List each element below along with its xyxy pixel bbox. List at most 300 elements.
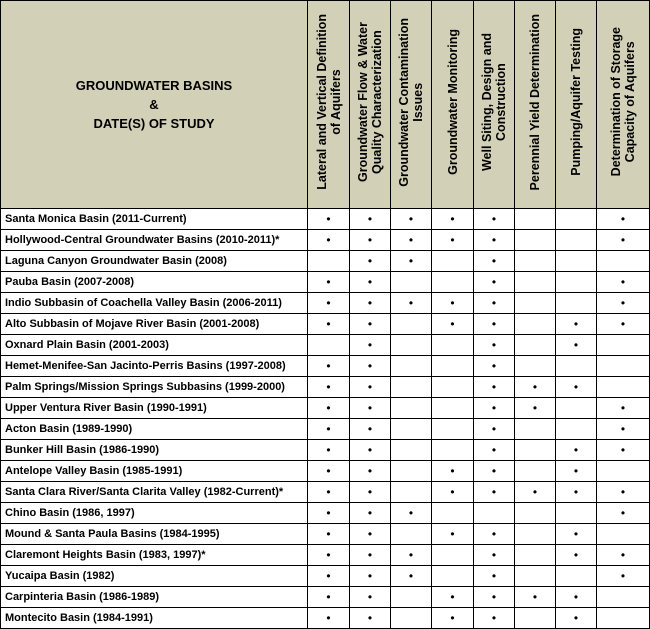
cell-storage xyxy=(597,461,650,482)
bullet-mark: • xyxy=(326,527,331,541)
cell-flow xyxy=(350,461,391,482)
bullet-mark: • xyxy=(326,317,331,331)
cell-flow xyxy=(350,440,391,461)
cell-storage xyxy=(597,377,650,398)
bullet-mark: • xyxy=(620,317,626,331)
column-header-yield xyxy=(515,1,556,209)
bullet-mark: • xyxy=(367,548,373,562)
cell-yield xyxy=(515,398,556,419)
bullet-mark: • xyxy=(532,485,538,499)
bullet-mark: • xyxy=(573,443,579,457)
cell-pumping xyxy=(556,608,597,629)
bullet-mark: • xyxy=(326,443,331,457)
column-header-label: Determination of Storage Capacity of Aquifers xyxy=(609,27,637,177)
bullet-mark: • xyxy=(326,485,331,499)
cell-flow xyxy=(350,566,391,587)
cell-flow xyxy=(350,587,391,608)
cell-flow xyxy=(350,314,391,335)
cell-lateral xyxy=(308,209,350,230)
cell-lateral xyxy=(308,419,350,440)
cell-contamination xyxy=(391,461,432,482)
bullet-mark: • xyxy=(573,338,579,352)
bullet-mark: • xyxy=(620,296,626,310)
bullet-mark: • xyxy=(326,422,331,436)
bullet-mark: • xyxy=(408,212,414,226)
table-row xyxy=(1,335,650,356)
bullet-mark: • xyxy=(620,401,626,415)
cell-yield xyxy=(515,419,556,440)
cell-well xyxy=(474,440,515,461)
bullet-mark: • xyxy=(450,296,455,310)
cell-contamination xyxy=(391,377,432,398)
cell-storage xyxy=(597,398,650,419)
cell-monitoring xyxy=(432,272,474,293)
table-row xyxy=(1,461,650,482)
cell-well xyxy=(474,545,515,566)
bullet-mark: • xyxy=(620,275,626,289)
cell-contamination xyxy=(391,566,432,587)
cell-contamination xyxy=(391,482,432,503)
cell-pumping xyxy=(556,335,597,356)
bullet-mark: • xyxy=(326,464,331,478)
bullet-mark: • xyxy=(367,380,373,394)
cell-storage xyxy=(597,335,650,356)
cell-pumping xyxy=(556,587,597,608)
bullet-mark: • xyxy=(367,338,373,352)
basin-name-cell: Pauba Basin (2007-2008) xyxy=(1,272,308,293)
basin-name-cell: Upper Ventura River Basin (1990-1991) xyxy=(1,398,308,419)
cell-yield xyxy=(515,608,556,629)
cell-flow xyxy=(350,230,391,251)
cell-storage xyxy=(597,587,650,608)
cell-yield xyxy=(515,587,556,608)
basins-header-cell xyxy=(1,1,308,209)
cell-monitoring xyxy=(432,314,474,335)
cell-monitoring xyxy=(432,230,474,251)
bullet-mark: • xyxy=(408,254,414,268)
bullet-mark: • xyxy=(620,443,626,457)
cell-monitoring xyxy=(432,251,474,272)
cell-well xyxy=(474,398,515,419)
cell-lateral xyxy=(308,230,350,251)
cell-well xyxy=(474,272,515,293)
cell-well xyxy=(474,230,515,251)
cell-yield xyxy=(515,314,556,335)
cell-well xyxy=(474,356,515,377)
cell-lateral xyxy=(308,608,350,629)
bullet-mark: • xyxy=(367,296,373,310)
bullet-mark: • xyxy=(491,380,497,394)
column-header-storage xyxy=(597,1,650,209)
cell-contamination xyxy=(391,419,432,440)
cell-yield xyxy=(515,251,556,272)
cell-well xyxy=(474,209,515,230)
bullet-mark: • xyxy=(450,212,455,226)
basin-name-cell: Palm Springs/Mission Springs Subbasins (1999-2000) xyxy=(1,377,308,398)
cell-yield xyxy=(515,293,556,314)
cell-contamination xyxy=(391,524,432,545)
table-body xyxy=(1,209,650,629)
cell-storage xyxy=(597,272,650,293)
cell-pumping xyxy=(556,377,597,398)
cell-well xyxy=(474,524,515,545)
basin-name-cell: Laguna Canyon Groundwater Basin (2008) xyxy=(1,251,308,272)
cell-storage xyxy=(597,209,650,230)
table-row xyxy=(1,314,650,335)
basin-name-cell: Mound & Santa Paula Basins (1984-1995) xyxy=(1,524,308,545)
header-row xyxy=(1,1,650,209)
bullet-mark: • xyxy=(326,380,331,394)
column-header-lateral xyxy=(308,1,350,209)
cell-pumping xyxy=(556,503,597,524)
basin-name-cell: Santa Clara River/Santa Clarita Valley (1982-Current)* xyxy=(1,482,308,503)
bullet-mark: • xyxy=(408,506,414,520)
cell-pumping xyxy=(556,566,597,587)
bullet-mark: • xyxy=(367,464,373,478)
basin-name-cell: Carpinteria Basin (1986-1989) xyxy=(1,587,308,608)
bullet-mark: • xyxy=(367,506,373,520)
cell-lateral xyxy=(308,461,350,482)
bullet-mark: • xyxy=(491,233,497,247)
bullet-mark: • xyxy=(573,380,579,394)
cell-monitoring xyxy=(432,293,474,314)
basin-name-cell: Santa Monica Basin (2011-Current) xyxy=(1,209,308,230)
column-header-contamination xyxy=(391,1,432,209)
column-header-monitoring xyxy=(432,1,474,209)
bullet-mark: • xyxy=(620,569,626,583)
column-header-label: Perennial Yield Determination xyxy=(528,13,542,191)
cell-contamination xyxy=(391,503,432,524)
cell-flow xyxy=(350,377,391,398)
bullet-mark: • xyxy=(620,212,626,226)
cell-contamination xyxy=(391,587,432,608)
basin-name-cell: Chino Basin (1986, 1997) xyxy=(1,503,308,524)
table-row xyxy=(1,398,650,419)
cell-pumping xyxy=(556,356,597,377)
cell-flow xyxy=(350,209,391,230)
bullet-mark: • xyxy=(491,359,497,373)
bullet-mark: • xyxy=(326,212,331,226)
cell-monitoring xyxy=(432,377,474,398)
cell-pumping xyxy=(556,419,597,440)
column-header-label: Groundwater Monitoring xyxy=(445,29,460,175)
cell-contamination xyxy=(391,545,432,566)
cell-well xyxy=(474,293,515,314)
cell-storage xyxy=(597,503,650,524)
cell-contamination xyxy=(391,398,432,419)
cell-contamination xyxy=(391,440,432,461)
bullet-mark: • xyxy=(367,212,373,226)
cell-monitoring xyxy=(432,503,474,524)
bullet-mark: • xyxy=(367,401,373,415)
cell-well xyxy=(474,461,515,482)
cell-yield xyxy=(515,503,556,524)
bullet-mark: • xyxy=(491,212,497,226)
cell-yield xyxy=(515,209,556,230)
bullet-mark: • xyxy=(367,527,373,541)
bullet-mark: • xyxy=(491,548,497,562)
column-header-pumping xyxy=(556,1,597,209)
cell-lateral xyxy=(308,356,350,377)
cell-storage xyxy=(597,314,650,335)
bullet-mark: • xyxy=(491,317,497,331)
cell-monitoring xyxy=(432,608,474,629)
bullet-mark: • xyxy=(326,506,331,520)
cell-storage xyxy=(597,566,650,587)
column-header-label: Groundwater Contamination Issues xyxy=(397,17,425,187)
cell-storage xyxy=(597,293,650,314)
basin-name-cell: Hollywood-Central Groundwater Basins (2010-2011)* xyxy=(1,230,308,251)
column-header-label: Well Siting, Design and Construction xyxy=(480,33,508,171)
table-row xyxy=(1,566,650,587)
basin-name-cell: Claremont Heights Basin (1983, 1997)* xyxy=(1,545,308,566)
bullet-mark: • xyxy=(491,485,497,499)
bullet-mark: • xyxy=(450,527,455,541)
cell-pumping xyxy=(556,440,597,461)
table-row xyxy=(1,230,650,251)
cell-lateral xyxy=(308,398,350,419)
cell-pumping xyxy=(556,251,597,272)
table-row xyxy=(1,587,650,608)
bullet-mark: • xyxy=(620,506,626,520)
table-row xyxy=(1,419,650,440)
bullet-mark: • xyxy=(408,548,414,562)
basin-name-cell: Montecito Basin (1984-1991) xyxy=(1,608,308,629)
cell-storage xyxy=(597,524,650,545)
cell-yield xyxy=(515,545,556,566)
cell-yield xyxy=(515,356,556,377)
cell-yield xyxy=(515,440,556,461)
cell-contamination xyxy=(391,209,432,230)
cell-storage xyxy=(597,545,650,566)
cell-well xyxy=(474,419,515,440)
cell-lateral xyxy=(308,440,350,461)
cell-well xyxy=(474,482,515,503)
cell-lateral xyxy=(308,545,350,566)
basin-name-cell: Antelope Valley Basin (1985-1991) xyxy=(1,461,308,482)
cell-monitoring xyxy=(432,335,474,356)
bullet-mark: • xyxy=(491,443,497,457)
cell-monitoring xyxy=(432,545,474,566)
table-row xyxy=(1,209,650,230)
cell-flow xyxy=(350,293,391,314)
bullet-mark: • xyxy=(491,338,497,352)
cell-monitoring xyxy=(432,398,474,419)
bullet-mark: • xyxy=(491,590,497,604)
cell-contamination xyxy=(391,356,432,377)
cell-yield xyxy=(515,566,556,587)
cell-contamination xyxy=(391,251,432,272)
cell-lateral xyxy=(308,482,350,503)
cell-flow xyxy=(350,482,391,503)
basins-header-line-2: & xyxy=(149,97,159,112)
cell-lateral xyxy=(308,335,350,356)
cell-contamination xyxy=(391,293,432,314)
cell-contamination xyxy=(391,335,432,356)
cell-well xyxy=(474,335,515,356)
bullet-mark: • xyxy=(620,548,626,562)
cell-well xyxy=(474,608,515,629)
bullet-mark: • xyxy=(367,422,373,436)
table-row xyxy=(1,440,650,461)
bullet-mark: • xyxy=(573,527,579,541)
cell-monitoring xyxy=(432,524,474,545)
bullet-mark: • xyxy=(450,464,455,478)
bullet-mark: • xyxy=(491,275,497,289)
bullet-mark: • xyxy=(450,590,455,604)
cell-flow xyxy=(350,251,391,272)
cell-yield xyxy=(515,335,556,356)
column-header-label: Pumping/Aquifer Testing xyxy=(569,28,583,176)
cell-storage xyxy=(597,230,650,251)
cell-lateral xyxy=(308,566,350,587)
bullet-mark: • xyxy=(367,254,373,268)
cell-pumping xyxy=(556,524,597,545)
cell-pumping xyxy=(556,545,597,566)
column-header-label: Groundwater Flow & Water Quality Characterization xyxy=(356,22,384,182)
bullet-mark: • xyxy=(620,233,626,247)
bullet-mark: • xyxy=(491,569,497,583)
cell-flow xyxy=(350,356,391,377)
table-row xyxy=(1,251,650,272)
bullet-mark: • xyxy=(573,464,579,478)
cell-lateral xyxy=(308,314,350,335)
cell-well xyxy=(474,251,515,272)
bullet-mark: • xyxy=(408,569,414,583)
cell-contamination xyxy=(391,230,432,251)
bullet-mark: • xyxy=(532,401,538,415)
cell-lateral xyxy=(308,587,350,608)
bullet-mark: • xyxy=(326,569,331,583)
cell-pumping xyxy=(556,314,597,335)
cell-flow xyxy=(350,419,391,440)
bullet-mark: • xyxy=(491,611,497,625)
table-row xyxy=(1,356,650,377)
cell-lateral xyxy=(308,524,350,545)
bullet-mark: • xyxy=(450,317,455,331)
column-header-label: Lateral and Vertical Definition of Aquifers xyxy=(314,14,343,190)
bullet-mark: • xyxy=(491,464,497,478)
cell-well xyxy=(474,587,515,608)
cell-flow xyxy=(350,503,391,524)
cell-storage xyxy=(597,482,650,503)
cell-well xyxy=(474,377,515,398)
bullet-mark: • xyxy=(491,527,497,541)
cell-lateral xyxy=(308,293,350,314)
cell-lateral xyxy=(308,251,350,272)
basins-header-line-1: GROUNDWATER BASINS xyxy=(75,78,233,93)
bullet-mark: • xyxy=(367,611,373,625)
table-row xyxy=(1,608,650,629)
cell-pumping xyxy=(556,482,597,503)
cell-monitoring xyxy=(432,482,474,503)
bullet-mark: • xyxy=(367,359,373,373)
table-row xyxy=(1,524,650,545)
bullet-mark: • xyxy=(532,590,538,604)
bullet-mark: • xyxy=(326,401,331,415)
bullet-mark: • xyxy=(326,590,331,604)
cell-monitoring xyxy=(432,209,474,230)
bullet-mark: • xyxy=(367,590,373,604)
table-row xyxy=(1,293,650,314)
bullet-mark: • xyxy=(408,233,414,247)
table-row xyxy=(1,377,650,398)
cell-monitoring xyxy=(432,440,474,461)
cell-pumping xyxy=(556,272,597,293)
basin-name-cell: Acton Basin (1989-1990) xyxy=(1,419,308,440)
cell-contamination xyxy=(391,272,432,293)
cell-yield xyxy=(515,461,556,482)
bullet-mark: • xyxy=(450,233,455,247)
bullet-mark: • xyxy=(367,233,373,247)
cell-yield xyxy=(515,482,556,503)
bullet-mark: • xyxy=(326,296,331,310)
table-row xyxy=(1,482,650,503)
bullet-mark: • xyxy=(491,296,497,310)
cell-monitoring xyxy=(432,566,474,587)
bullet-mark: • xyxy=(573,485,579,499)
cell-storage xyxy=(597,440,650,461)
cell-contamination xyxy=(391,314,432,335)
cell-contamination xyxy=(391,608,432,629)
cell-well xyxy=(474,503,515,524)
cell-monitoring xyxy=(432,461,474,482)
cell-pumping xyxy=(556,230,597,251)
cell-yield xyxy=(515,272,556,293)
cell-well xyxy=(474,566,515,587)
cell-flow xyxy=(350,398,391,419)
table-row xyxy=(1,272,650,293)
cell-monitoring xyxy=(432,356,474,377)
basin-name-cell: Alto Subbasin of Mojave River Basin (2001-2008) xyxy=(1,314,308,335)
cell-flow xyxy=(350,524,391,545)
bullet-mark: • xyxy=(367,275,373,289)
bullet-mark: • xyxy=(450,611,455,625)
bullet-mark: • xyxy=(367,485,373,499)
cell-yield xyxy=(515,230,556,251)
bullet-mark: • xyxy=(573,611,579,625)
basin-name-cell: Hemet-Menifee-San Jacinto-Perris Basins (1997-2008) xyxy=(1,356,308,377)
cell-flow xyxy=(350,272,391,293)
cell-storage xyxy=(597,608,650,629)
bullet-mark: • xyxy=(326,275,331,289)
cell-lateral xyxy=(308,377,350,398)
basins-header-line-3: DATE(S) OF STUDY xyxy=(93,116,215,131)
bullet-mark: • xyxy=(326,233,331,247)
basin-name-cell: Oxnard Plain Basin (2001-2003) xyxy=(1,335,308,356)
bullet-mark: • xyxy=(367,317,373,331)
bullet-mark: • xyxy=(367,443,373,457)
cell-lateral xyxy=(308,272,350,293)
bullet-mark: • xyxy=(408,296,414,310)
cell-storage xyxy=(597,251,650,272)
basin-name-cell: Bunker Hill Basin (1986-1990) xyxy=(1,440,308,461)
bullet-mark: • xyxy=(620,485,626,499)
cell-pumping xyxy=(556,209,597,230)
cell-pumping xyxy=(556,293,597,314)
bullet-mark: • xyxy=(491,401,497,415)
bullet-mark: • xyxy=(326,611,331,625)
cell-flow xyxy=(350,608,391,629)
cell-monitoring xyxy=(432,419,474,440)
cell-lateral xyxy=(308,503,350,524)
column-header-well xyxy=(474,1,515,209)
cell-monitoring xyxy=(432,587,474,608)
cell-flow xyxy=(350,545,391,566)
bullet-mark: • xyxy=(450,485,455,499)
bullet-mark: • xyxy=(491,254,497,268)
table-row xyxy=(1,503,650,524)
